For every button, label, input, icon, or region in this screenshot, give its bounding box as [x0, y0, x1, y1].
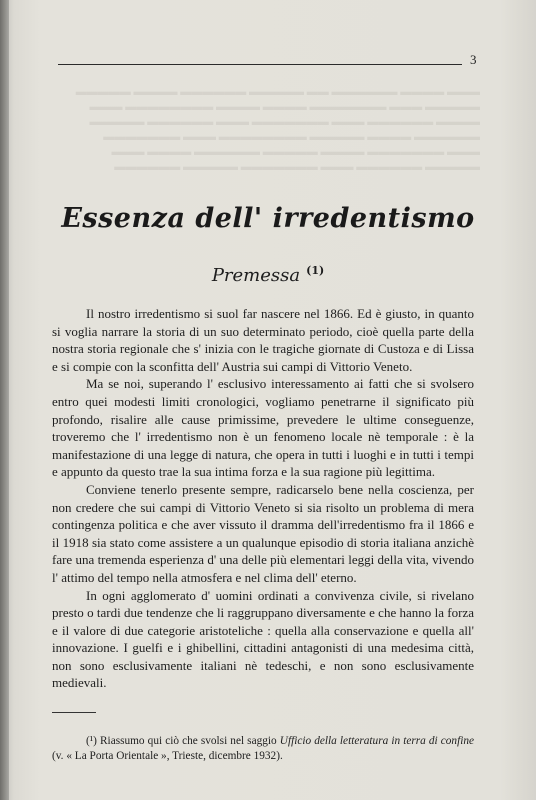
paragraph: Il nostro irredentismo si suol far nascere nel 1866. Ed è giusto, in quanto si voglia narrare la storia di un suo determinato periodo, cioè quella parte della nostra storia regionale che s' inizia con le tragiche giornate di Custoza e di Lissa e si compie con la sconfitta dell' Austria sui campi di Vittorio Veneto.	[52, 306, 474, 374]
paragraph: Conviene tenerlo presente sempre, radicarselo bene nella coscienza, per non credere che sui campi di Vittorio Veneto si sia risolto un problema di mera contingenza politica e che aver vissuto il dramma dell'irredentismo fra il 1866 e il 1918 sia stato come assistere a un qualunque episodio di storia italiana anzichè fare una tremenda esperienza d' una delle più elementari leggi della vita, vivendo l' attimo del tempo nella atmosfera e nel clima dell' eterno.	[52, 481, 474, 585]
footnote-marker: (¹)	[86, 735, 97, 747]
bleed-through-text: ▬▬▬ ▬▬▬▬ ▬▬▬▬▬▬ ▬▬ ▬▬▬▬▬ ▬▬▬▬▬▬ ▬▬▬▬ ▬▬▬▬▬ ▬▬▬▬▬ ▬▬▬ ▬▬▬▬▬▬▬ ▬▬▬▬ ▬▬▬▬ ▬▬▬▬▬▬▬▬ ▬▬▬ ▬▬▬▬ ▬▬▬▬▬▬ ▬▬▬ ▬▬▬▬▬▬▬ ▬▬▬ ▬▬▬▬▬▬ ▬▬▬▬▬ ▬▬▬▬▬▬ ▬▬▬▬ ▬▬▬▬▬ ▬▬▬▬▬▬▬▬ ▬▬▬ ▬▬▬▬▬▬▬ ▬▬▬ ▬▬▬▬▬▬▬ ▬▬▬▬ ▬▬▬▬▬ ▬▬▬▬▬▬ ▬▬▬▬ ▬▬▬ ▬▬▬▬▬ ▬▬▬▬▬▬ ▬▬▬ ▬▬▬▬▬▬▬ ▬▬▬▬▬ ▬▬▬▬▬▬	[75, 86, 480, 173]
footnote-reference: (1)	[306, 264, 325, 277]
book-spine-shadow	[0, 0, 9, 800]
section-heading-text: Premessa	[211, 265, 301, 286]
header-rule	[58, 64, 462, 65]
footnote-text-after: (v. « La Porta Orientale », Trieste, dicembre 1932).	[52, 750, 283, 762]
paragraph: Ma se noi, superando l' esclusivo interessamento ai fatti che si svolsero entro quei modesti limiti cronologici, vogliamo penetrarne il significato più profondo, risalire alle cause primissime, prevedere le ultime conseguenze, troveremo che l' irredentismo non è un fenomeno locale nè temporale : è la manifestazione di una legge di natura, che opera in tutti i luoghi e in tutti i tempi e appunto da questo trae la sua intima forza e la sua ragione più legittima.	[52, 376, 474, 480]
section-heading	[0, 264, 536, 286]
footnote-rule	[52, 712, 96, 713]
footnote-work-title: Ufficio della letteratura in terra di confine	[279, 735, 475, 747]
paragraph: In ogni agglomerato d' uomini ordinati a convivenza civile, si rivelano presto o tardi due tendenze che li raggruppano diversamente e che hanno la forza e il valore di due categorie aristoteliche : quella alla conservazione e quella all' innovazione. I guelfi e i ghibellini, cittadini antagonisti di una medesima città, non sono esclusivamente italiani nè tedeschi, e non sono esclusivamente medievali.	[52, 587, 474, 691]
page-number: 3	[470, 52, 477, 67]
body-text	[52, 305, 474, 692]
footnote	[52, 734, 474, 764]
footnote-text-before: Riassumo qui ciò che svolsi nel saggio	[100, 735, 277, 747]
chapter-title: Essenza dell' irredentismo	[61, 203, 475, 234]
